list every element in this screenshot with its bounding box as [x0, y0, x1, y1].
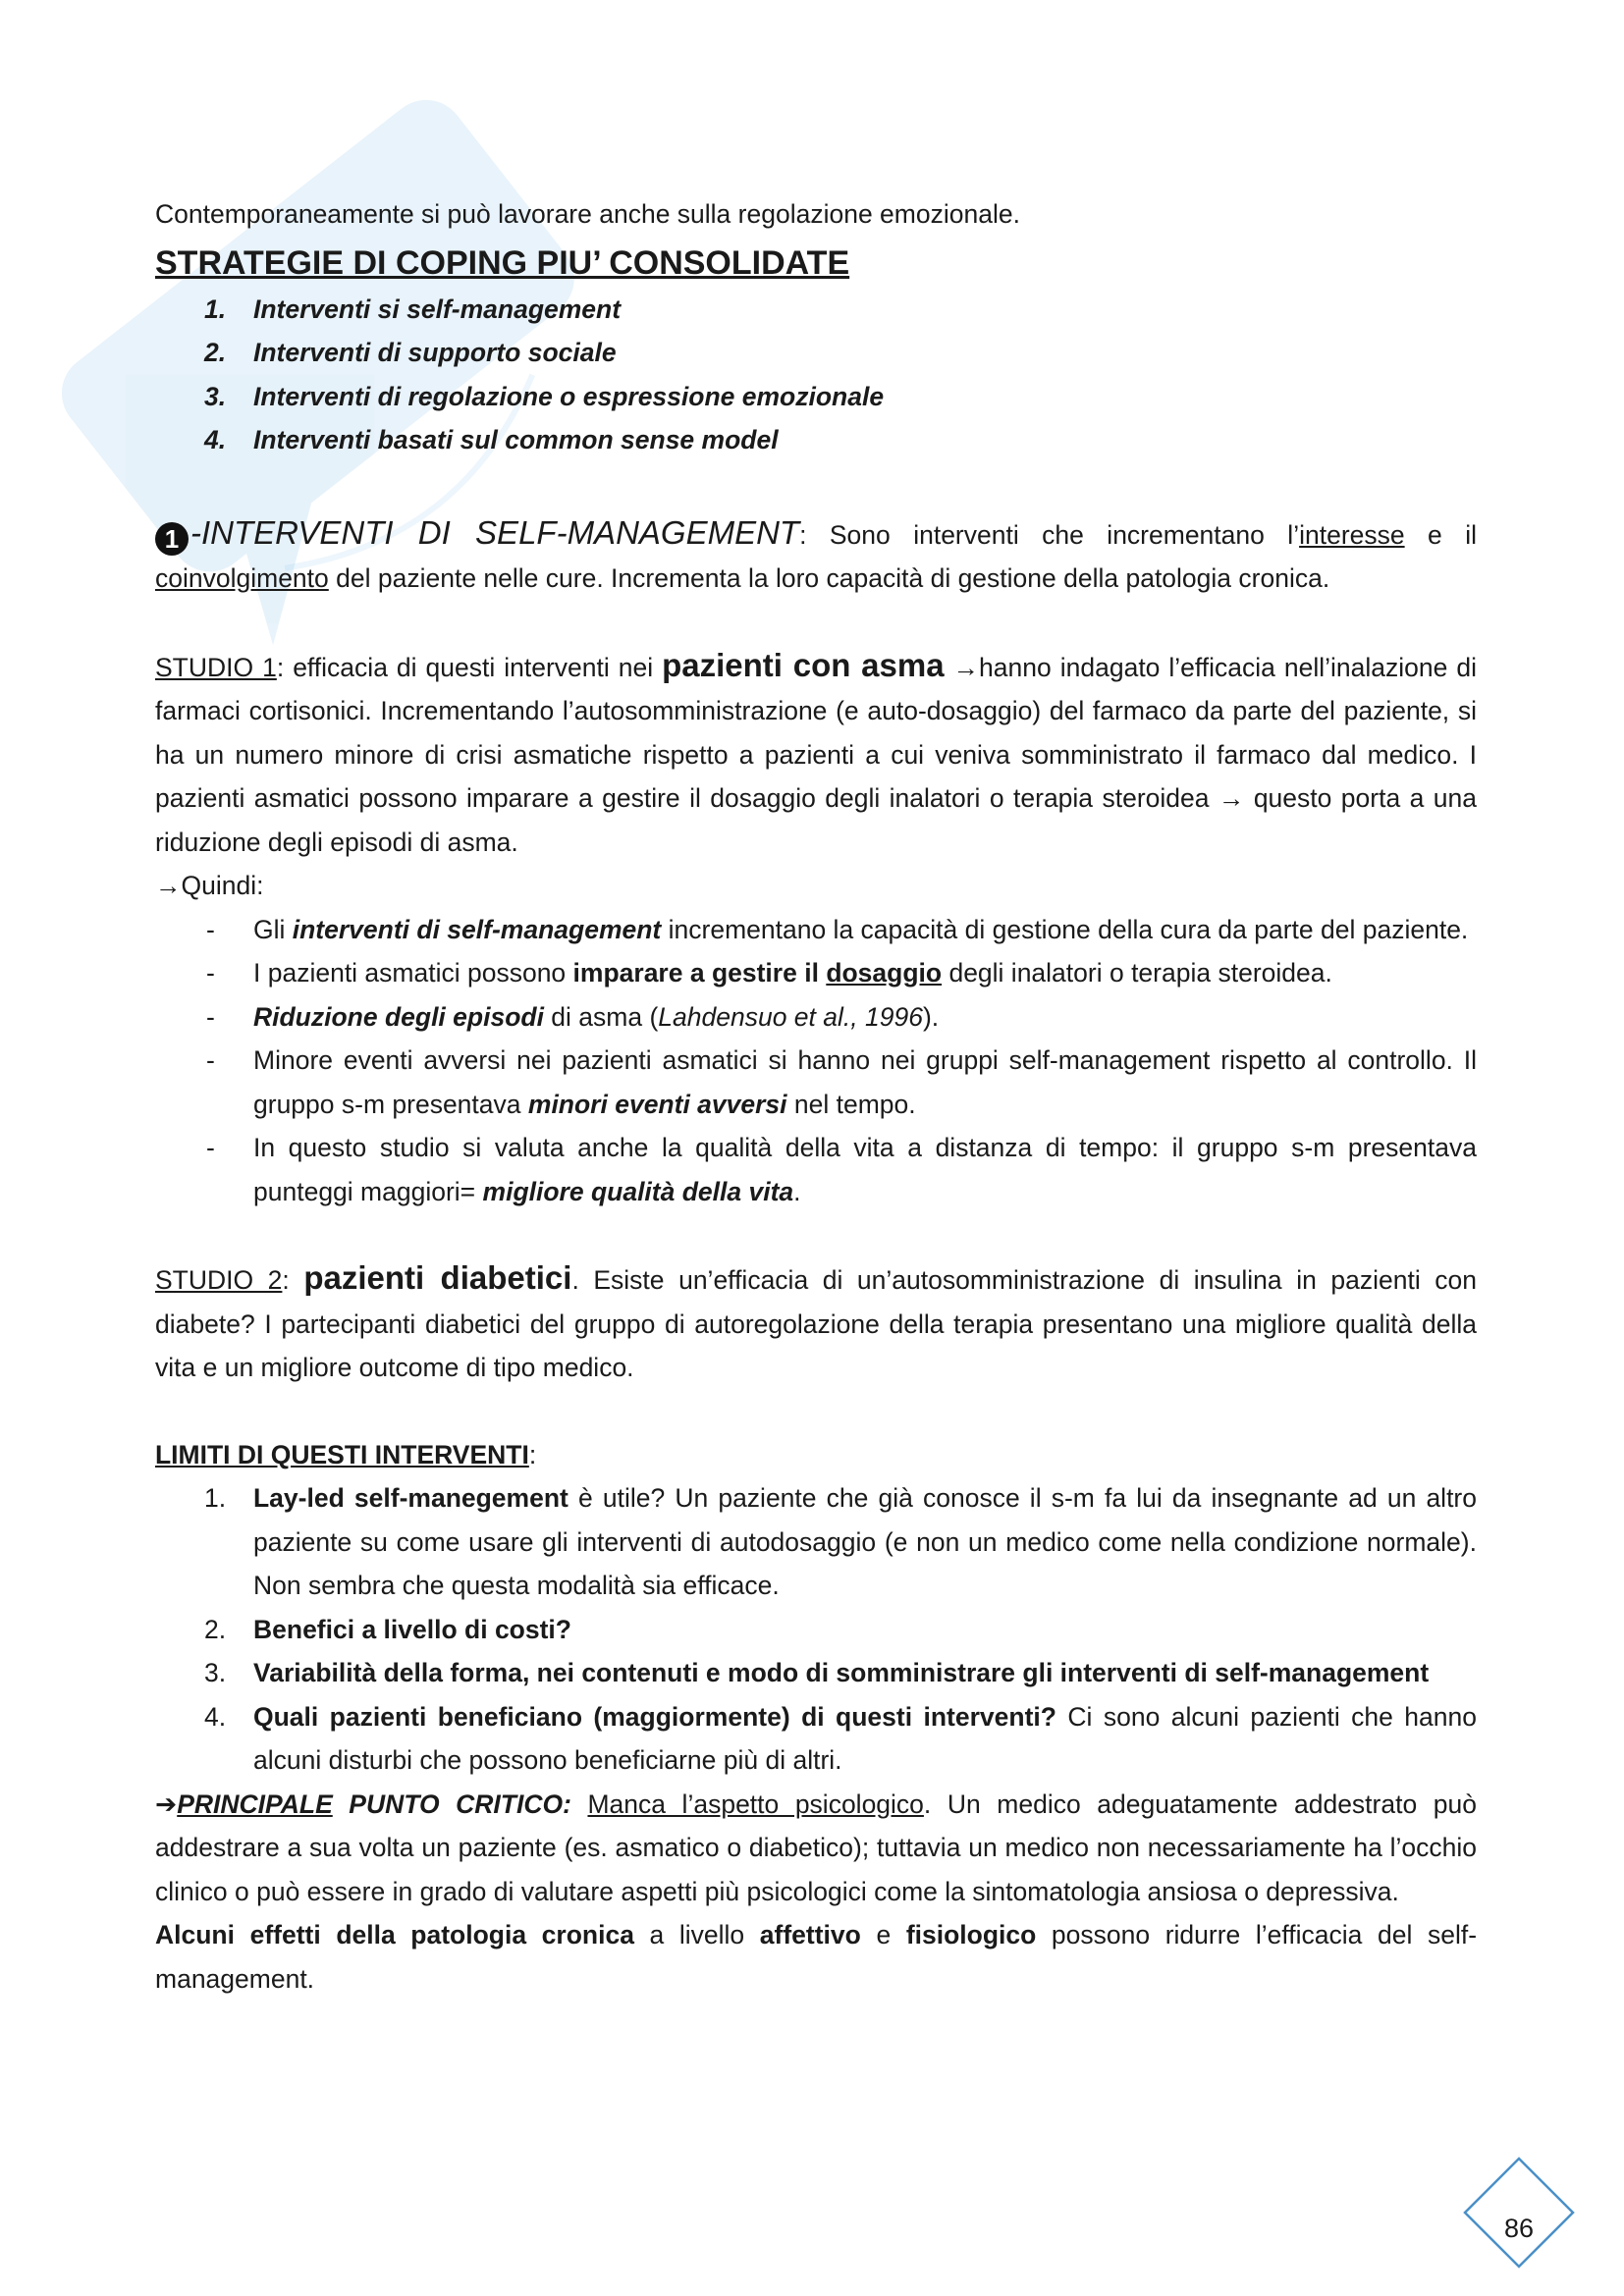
list-item: 4. Interventi basati sul common sense model: [204, 425, 779, 454]
list-item: - Riduzione degli episodi di asma (Lahdensuo et al., 1996).: [206, 1001, 940, 1032]
limits-heading: LIMITI DI QUESTI INTERVENTI:: [155, 1439, 537, 1469]
list-item: 2. Benefici a livello di costi?: [204, 1614, 571, 1644]
quindi-line: →Quindi:: [155, 871, 264, 900]
list-item: 1. Interventi si self-management: [204, 294, 622, 324]
list-item: - Minore eventi avversi nei pazienti asmatici si hanno nei gruppi self-management rispetto al controllo. Il gruppo s-m presentava minori eventi avversi nel tempo.: [206, 1045, 1477, 1119]
document-body: [155, 192, 1477, 2001]
list-item: 1. Lay-led self-manegement è utile? Un paziente che già conosce il s-m fa lui da insegnante ad un altro paziente su come usare gli interventi di autodosaggio (e non un medico come nella condizione normale). Non sembra che questa modalità sia efficace.: [204, 1483, 1477, 1600]
study2-label: STUDIO 2: [155, 1265, 283, 1295]
section1-paragraph: 1 -INTERVENTI DI SELF-MANAGEMENT: Sono interventi che incrementano l’interesse e il coinvolgimento del paziente nelle cure. Incrementa la loro capacità di gestione della patologia cronica.: [155, 513, 1477, 593]
number-one-badge: 1: [155, 522, 189, 556]
limits-list: [155, 1476, 1477, 1783]
final-paragraph: Alcuni effetti della patologia cronica a livello affettivo e fisiologico possono ridurre l’efficacia del self-management.: [155, 1920, 1478, 1994]
page-diamond-icon: [1461, 2155, 1577, 2270]
list-item: - I pazienti asmatici possono imparare a gestire il dosaggio degli inalatori o terapia steroidea.: [206, 958, 1332, 988]
study1-paragraph: STUDIO 1: efficacia di questi interventi nei pazienti con asma →hanno indagato l’efficacia nell’inalazione di farmaci cortisonici. Incrementando l’autosomministrazione (e auto-dosaggio) del farmaco da parte del paziente, si ha un numero minore di crisi asmatiche rispetto a pazienti a cui veniva somministrato il farmaco dal medico. I pazienti asmatici possono imparare a gestire il dosaggio degli inalatori o terapia steroidea → questo porta a una riduzione degli episodi di asma.: [155, 646, 1477, 857]
section-heading: STRATEGIE DI COPING PIU’ CONSOLIDATE: [155, 243, 850, 282]
list-item: - Gli interventi di self-management incrementano la capacità di gestione della cura da parte del paziente.: [206, 914, 1469, 944]
section1-title: -INTERVENTI DI SELF-MANAGEMENT: [190, 513, 800, 551]
list-item: - In questo studio si valuta anche la qualità della vita a distanza di tempo: il gruppo s-m presentava punteggi maggiori= migliore qualità della vita.: [206, 1133, 1477, 1206]
page-number: 86: [1503, 2214, 1535, 2243]
arrow-icon: ➔: [155, 1789, 178, 1819]
intro-line: Contemporaneamente si può lavorare anche sulla regolazione emozionale.: [155, 199, 1020, 229]
list-item: 3. Interventi di regolazione o espressione emozionale: [204, 381, 885, 411]
study1-bullets: [155, 908, 1477, 1214]
study1-label: STUDIO 1: [155, 652, 277, 682]
list-item: 4. Quali pazienti beneficiano (maggiormente) di questi interventi? Ci sono alcuni pazienti che hanno alcuni disturbi che possono beneficiarne più di altri.: [204, 1701, 1477, 1775]
critical-point-paragraph: ➔PRINCIPALE PUNTO CRITICO: Manca l’aspetto psicologico. Un medico adeguatamente addestrato può addestrare a sua volta un paziente (es. asmatico o diabetico); tuttavia un medico non necessariamente ha l’occhio clinico o può essere in grado di valutare aspetti più psicologici come la sintomatologia ansiosa o depressiva.: [155, 1789, 1477, 1906]
list-item: 3. Variabilità della forma, nei contenuti e modo di somministrare gli interventi di self-management: [204, 1658, 1430, 1687]
study2-paragraph: STUDIO 2: pazienti diabetici. Esiste un’efficacia di un’autosomministrazione di insulina in pazienti con diabete? I partecipanti diabetici del gruppo di autoregolazione della terapia presentano una migliore qualità della vita e un migliore outcome di tipo medico.: [155, 1259, 1478, 1382]
page-number-badge: [1461, 2155, 1577, 2270]
strategies-list: [155, 288, 1477, 462]
list-item: 2. Interventi di supporto sociale: [204, 338, 617, 367]
